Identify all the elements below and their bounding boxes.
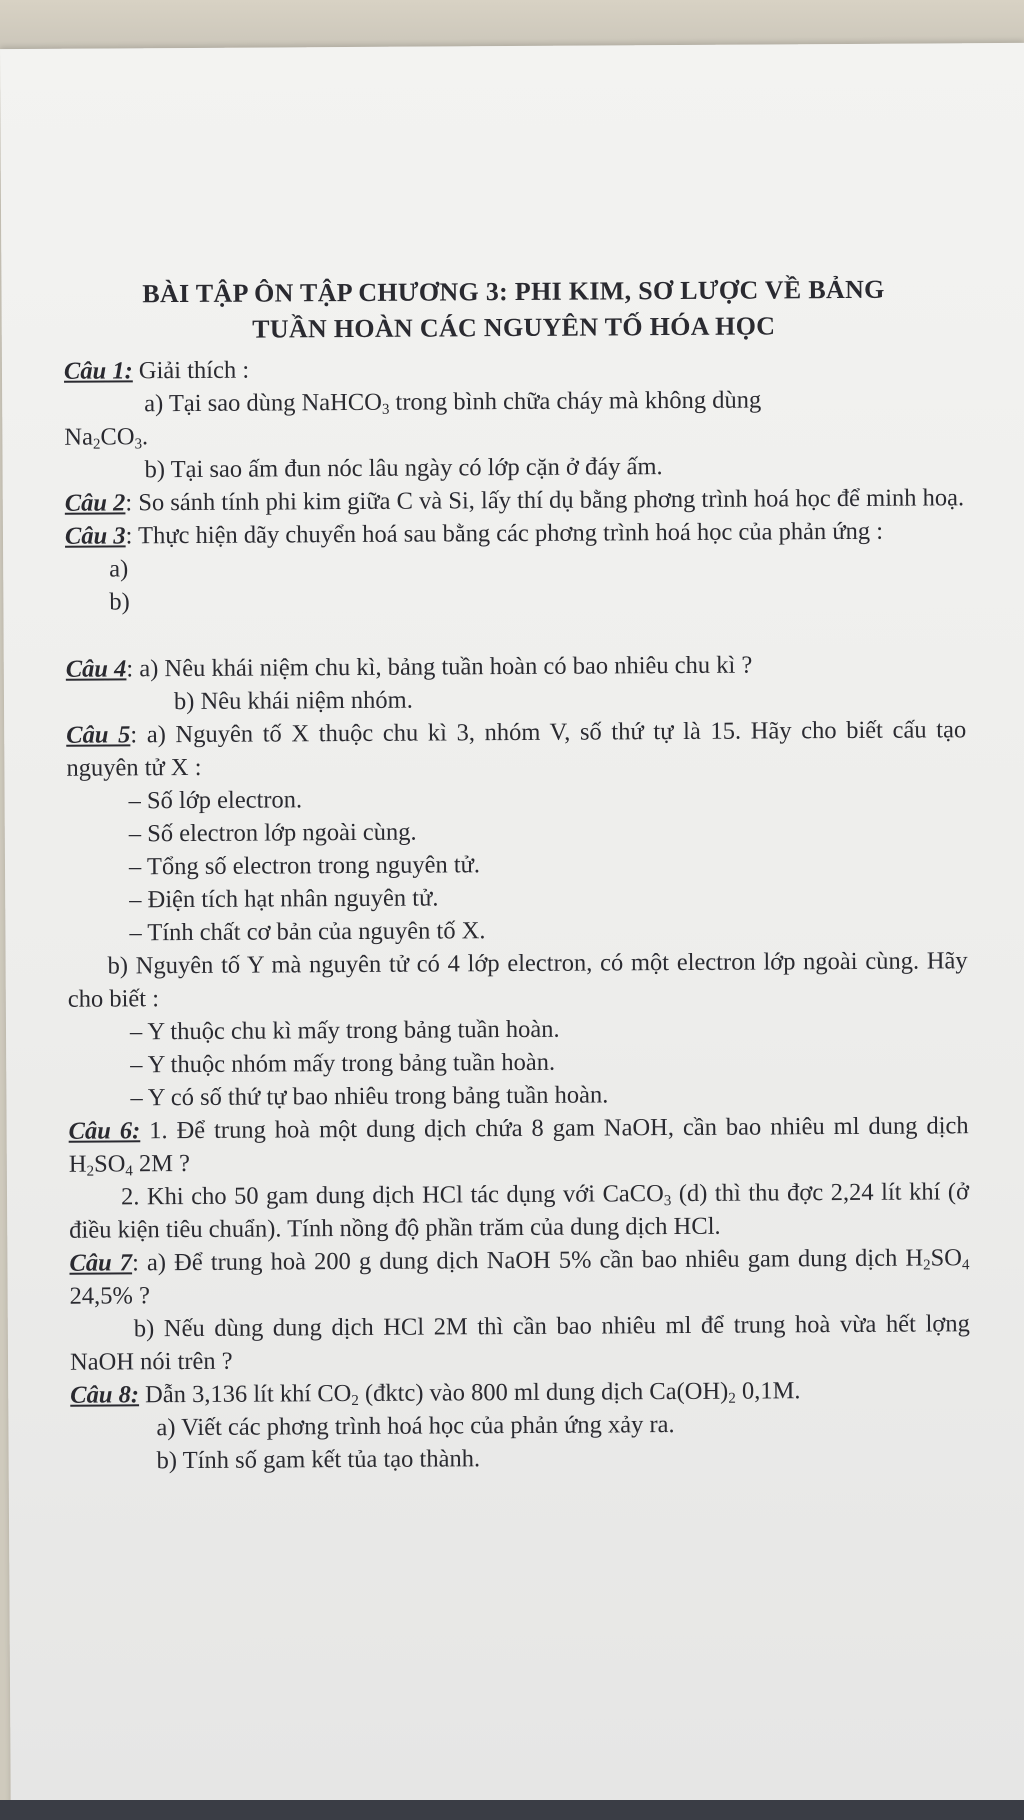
formula-part: 0,1M.: [735, 1377, 801, 1405]
formula-part: Na: [64, 423, 94, 451]
question-6-part-2: [69, 1175, 969, 1246]
question-5b-item: – Y thuộc nhóm mấy trong bảng tuần hoàn.: [130, 1048, 556, 1079]
subscript: 2: [351, 1392, 359, 1410]
title-line-2: TUẦN HOÀN CÁC NGUYÊN TỐ HÓA HỌC: [252, 311, 776, 344]
subscript: 3: [134, 436, 143, 453]
question-4b: b) Nêu khái niệm nhóm.: [173, 686, 413, 716]
question-1-intro: Giải thích :: [132, 356, 250, 385]
subscript: 2: [728, 1390, 736, 1407]
question-8b: b) Tính số gam kết tủa tạo thành.: [156, 1445, 481, 1475]
question-5a-item: – Tính chất cơ bản của nguyên tố X.: [129, 917, 486, 947]
question-1a: [64, 382, 964, 420]
question-2-text: : So sánh tính phi kim giữa C và Si, lấy thí dụ bằng phơng trình hoá học để minh hoạ.: [125, 484, 965, 517]
question-2: [65, 481, 965, 519]
question-5: [66, 713, 966, 784]
desk-edge: [0, 1800, 1024, 1820]
question-6-part-2-text: 2. Khi cho 50 gam dung dịch HCl tác dụng với CaCO: [120, 1180, 664, 1211]
question-5b-item: – Y có số thứ tự bao nhiêu trong bảng tuần hoàn.: [130, 1081, 609, 1112]
subscript: 4: [961, 1257, 970, 1274]
formula-part: SO: [93, 1150, 126, 1178]
question-8-label: Câu 8:: [70, 1381, 140, 1409]
worksheet-paper: [0, 43, 1024, 1807]
question-4: [66, 647, 966, 685]
question-4-label: Câu 4: [65, 655, 127, 683]
question-7b: b) Nếu dùng dung dịch HCl 2M thì cần bao nhiêu ml để trung hoà vừa hết lợng NaOH nói trên ?: [69, 1310, 970, 1376]
question-1b: b) Tại sao ấm đun nóc lâu ngày có lớp cặn ở đáy ấm.: [144, 453, 663, 484]
question-4a: : a) Nêu khái niệm chu kì, bảng tuần hoàn có bao nhiêu chu kì ?: [126, 651, 753, 683]
question-5a-item: – Số lớp electron.: [128, 786, 303, 815]
question-5a: : a) Nguyên tố X thuộc chu kì 3, nhóm V, số thứ tự là 15. Hãy cho biết cấu tạo nguyên tử X :: [66, 716, 967, 782]
question-5a-item: – Tổng số electron trong nguyên tử.: [128, 851, 481, 881]
question-1a-continued: [64, 415, 964, 453]
formula-part: SO: [930, 1244, 963, 1272]
question-6: [69, 1109, 969, 1180]
question-6-part-1: 1. Để trung hoà một dung dịch chứa 8 gam NaOH, cần bao nhiêu ml dung dịch H: [68, 1112, 969, 1178]
subscript: 2: [92, 436, 101, 453]
question-1a-text-end: trong bình chữa cháy mà không dùng: [389, 386, 762, 416]
page-title: [63, 271, 963, 348]
subscript: 2: [923, 1257, 931, 1274]
question-3-text: : Thực hiện dãy chuyển hoá sau bằng các phơng trình hoá học của phản ứng :: [125, 517, 884, 550]
formula-part: (đktc) vào 800 ml dung dịch Ca(OH): [358, 1377, 729, 1407]
formula-part: 2M ?: [132, 1149, 191, 1178]
question-3-label: Câu 3: [64, 522, 126, 550]
question-2-label: Câu 2: [64, 489, 126, 517]
question-7: [69, 1241, 969, 1312]
question-7-label: Câu 7: [69, 1249, 133, 1277]
question-3b: b): [109, 588, 130, 616]
question-8a: a) Viết các phơng trình hoá học của phản ứng xảy ra.: [156, 1411, 675, 1442]
subscript: 3: [381, 401, 390, 418]
question-1-label: Câu 1:: [63, 357, 133, 385]
question-1: [64, 349, 964, 387]
blank-space: [65, 613, 965, 652]
worksheet-content: [63, 271, 970, 1477]
formula-part: 24,5% ?: [69, 1282, 151, 1310]
question-8: [70, 1373, 970, 1411]
question-5b-item: – Y thuộc chu kì mấy trong bảng tuần hoàn.: [129, 1015, 560, 1046]
title-line-1: BÀI TẬP ÔN TẬP CHƯƠNG 3: PHI KIM, SƠ LƯỢC VỀ BẢNG: [142, 274, 885, 309]
question-3: [65, 514, 965, 552]
subscript: 2: [86, 1163, 95, 1180]
formula-part: .: [141, 423, 149, 451]
subscript: 3: [663, 1193, 672, 1210]
formula-part: CO: [100, 423, 135, 451]
question-1a-text: a) Tại sao dùng NaHCO: [144, 388, 382, 418]
question-5a-item: – Số electron lớp ngoài cùng.: [128, 818, 417, 848]
question-5-label: Câu 5: [66, 721, 131, 749]
question-8-text: Dẫn 3,136 lít khí CO: [138, 1380, 352, 1409]
question-5b: b) Nguyên tố Y mà nguyên tử có 4 lớp electron, có một electron lớp ngoài cùng. Hãy cho biết :: [67, 947, 968, 1013]
subscript: 4: [125, 1163, 133, 1180]
question-6-label: Câu 6:: [68, 1117, 141, 1145]
question-5a-item: – Điện tích hạt nhân nguyên tử.: [129, 884, 439, 914]
question-7a: : a) Để trung hoà 200 g dung dịch NaOH 5% cần bao nhiêu gam dung dịch H: [131, 1244, 924, 1277]
question-3a: a): [109, 555, 129, 583]
question-6-part-2-text-end: (d) thì thu đợc 2,24 lít khí (ở điều kiện tiêu chuẩn). Tính nồng độ phần trăm của dung dịch HCl.: [69, 1178, 970, 1244]
